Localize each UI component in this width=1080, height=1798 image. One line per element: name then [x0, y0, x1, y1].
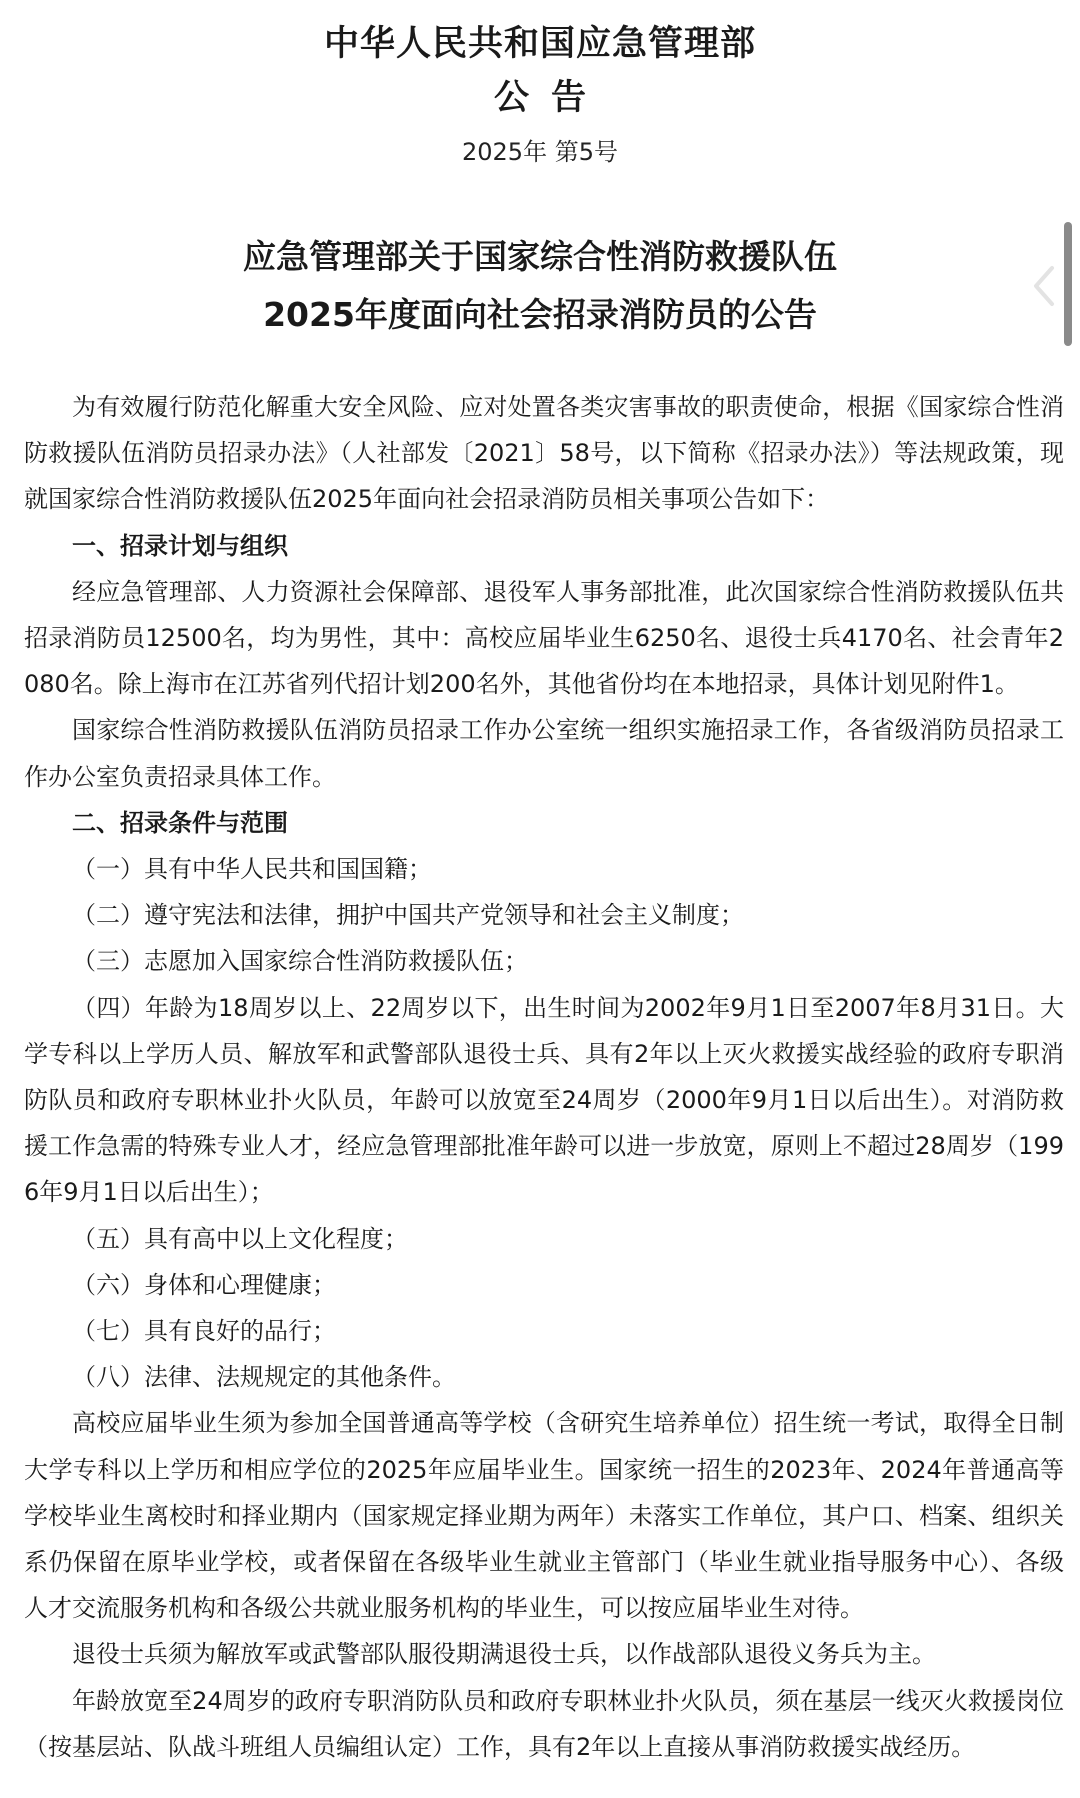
title-line-2: 2025年度面向社会招录消防员的公告 — [263, 295, 817, 334]
body-paragraph: （六）身体和心理健康； — [72, 1270, 336, 1299]
chevron-left-icon[interactable] — [1028, 262, 1058, 310]
body-paragraph: 高校应届毕业生须为参加全国普通高等学校（含研究生培养单位）招生统一考试，取得全日制大学专科以上学历和相应学位的2025年应届毕业生。国家统一招生的2023年、2024年普通高等学校毕业生离校时和择业期内（国家规定择业期为两年）未落实工作单位，其户口、档案、组织关系仍保留在原毕业学校，或者保留在各级毕业生就业主管部门（毕业生就业指导服务中心）、各级人才交流服务机构和各级公共就业服务机构的毕业生，可以按应届毕业生对待。 — [24, 1409, 1064, 1623]
body-paragraph: （三）志愿加入国家综合性消防救援队伍； — [72, 947, 528, 976]
body-paragraph: （二）遵守宪法和法律，拥护中国共产党领导和社会主义制度； — [72, 901, 744, 930]
issuing-organization: 中华人民共和国应急管理部 — [323, 24, 756, 64]
body-paragraph: （五）具有高中以上文化程度； — [72, 1224, 408, 1253]
title-line-1: 应急管理部关于国家综合性消防救援队伍 — [243, 237, 837, 276]
announcement-body — [24, 384, 1064, 1770]
body-paragraph: 退役士兵须为解放军或武警部队服役期满退役士兵，以作战部队退役义务兵为主。 — [72, 1640, 936, 1669]
body-paragraph: （一）具有中华人民共和国国籍； — [72, 855, 432, 884]
section-heading: 二、招录条件与范围 — [72, 808, 288, 837]
scrollbar-thumb[interactable] — [1064, 222, 1072, 346]
document-number: 2025年 第5号 — [462, 138, 618, 166]
body-paragraph: （七）具有良好的品行； — [72, 1317, 336, 1346]
body-paragraph: 国家综合性消防救援队伍消防员招录工作办公室统一组织实施招录工作，各省级消防员招录工作办公室负责招录具体工作。 — [24, 716, 1064, 791]
body-paragraph: 为有效履行防范化解重大安全风险、应对处置各类灾害事故的职责使命，根据《国家综合性消防救援队伍消防员招录办法》（人社部发〔2021〕58号，以下简称《招录办法》）等法规政策，现就国家综合性消防救援队伍2025年面向社会招录消防员相关事项公告如下： — [24, 393, 1064, 514]
announcement-title — [0, 228, 1080, 344]
body-paragraph: （四）年龄为18周岁以上、22周岁以下，出生时间为2002年9月1日至2007年8月31日。大学专科以上学历人员、解放军和武警部队退役士兵、具有2年以上灭火救援实战经验的政府专职消防队员和政府专职林业扑火队员，年龄可以放宽至24周岁（2000年9月1日以后出生）。对消防救援工作急需的特殊专业人才，经应急管理部批准年龄可以进一步放宽，原则上不超过28周岁（1996年9月1日以后出生）； — [24, 993, 1064, 1207]
section-heading: 一、招录计划与组织 — [72, 531, 288, 560]
body-paragraph: 经应急管理部、人力资源社会保障部、退役军人事务部批准，此次国家综合性消防救援队伍共招录消防员12500名，均为男性，其中：高校应届毕业生6250名、退役士兵4170名、社会青年2080名。除上海市在江苏省列代招计划200名外，其他省份均在本地招录，具体计划见附件1。 — [24, 577, 1064, 699]
body-paragraph: （八）法律、法规规定的其他条件。 — [72, 1363, 456, 1392]
notice-label: 公告 — [493, 78, 608, 118]
body-paragraph: 年龄放宽至24周岁的政府专职消防队员和政府专职林业扑火队员，须在基层一线灭火救援岗位（按基层站、队战斗班组人员编组认定）工作，具有2年以上直接从事消防救援实战经历。 — [24, 1686, 1064, 1761]
